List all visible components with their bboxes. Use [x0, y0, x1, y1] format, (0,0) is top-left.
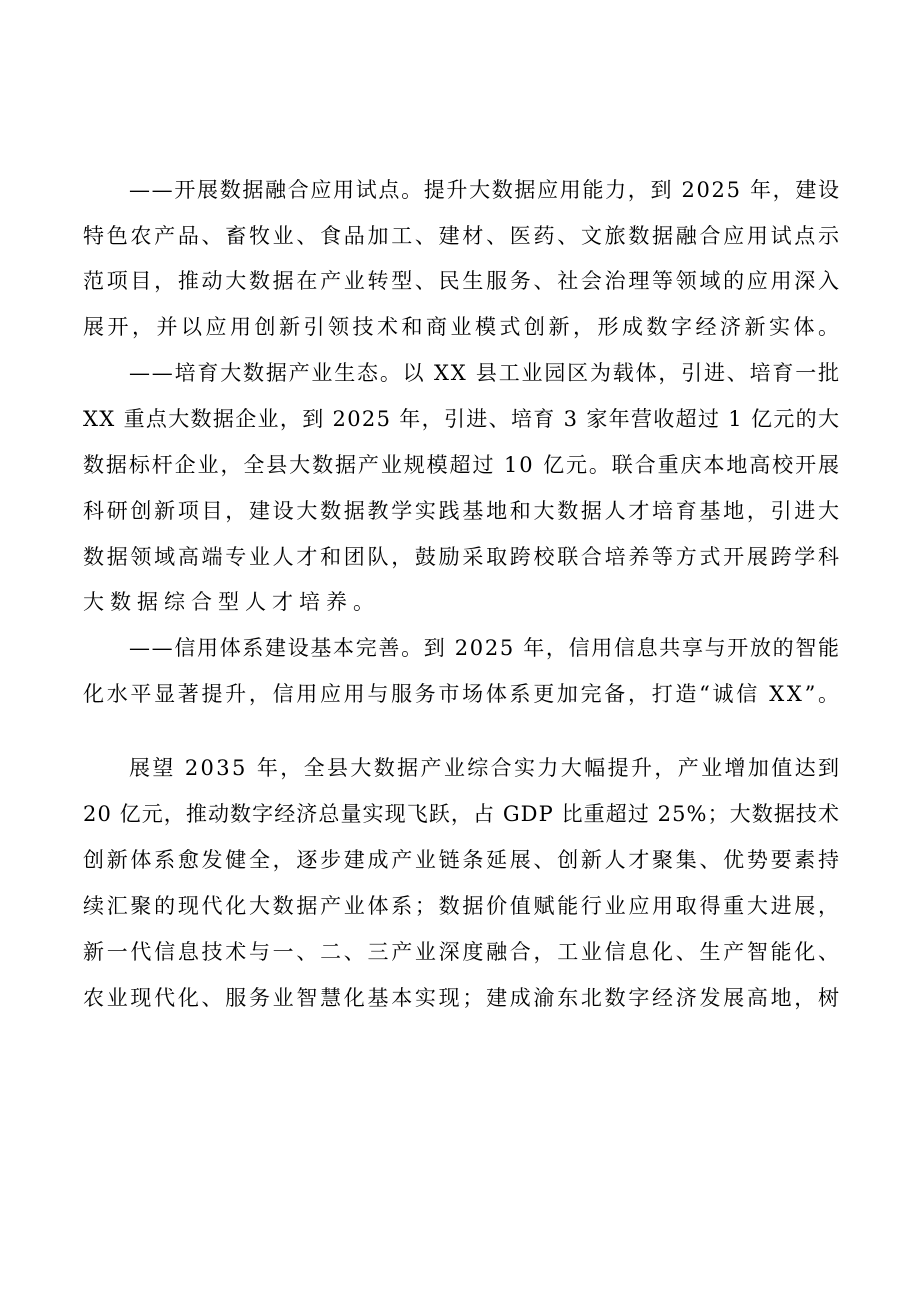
- text-line: 范项目，推动大数据在产业转型、民生服务、社会治理等领域的应用深入: [83, 269, 842, 293]
- text-line: 续汇聚的现代化大数据产业体系；数据价值赋能行业应用取得重大进展，: [83, 894, 842, 918]
- text-line: ——培育大数据产业生态。以 XX 县工业园区为载体，引进、培育一批: [129, 361, 841, 385]
- text-line: XX 重点大数据企业，到 2025 年，引进、培育 3 家年营收超过 1 亿元的大: [83, 407, 841, 431]
- text-line: 展开，并以应用创新引领技术和商业模式创新，形成数字经济新实体。: [83, 315, 843, 339]
- text-line: 大数据综合型人才培养。: [83, 590, 380, 614]
- text-line: 农业现代化、服务业智慧化基本实现；建成渝东北数字经济发展高地，树: [83, 986, 842, 1010]
- text-line: ——开展数据融合应用试点。提升大数据应用能力，到 2025 年，建设: [129, 178, 841, 202]
- text-line: 科研创新项目，建设大数据教学实践基地和大数据人才培育基地，引进大: [83, 499, 842, 523]
- text-line: 数据标杆企业，全县大数据产业规模超过 10 亿元。联合重庆本地高校开展: [83, 453, 841, 477]
- text-line: 特色农产品、畜牧业、食品加工、建材、医药、文旅数据融合应用试点示: [83, 224, 842, 248]
- text-line: 20 亿元，推动数字经济总量实现飞跃，占 GDP 比重超过 25%；大数据技术: [83, 802, 841, 826]
- text-line: 数据领域高端专业人才和团队，鼓励采取跨校联合培养等方式开展跨学科: [83, 545, 842, 569]
- text-line: 化水平显著提升，信用应用与服务市场体系更加完备，打造“诚信 XX”。: [83, 682, 842, 706]
- text-line: 展望 2035 年，全县大数据产业综合实力大幅提升，产业增加值达到: [129, 756, 842, 780]
- text-line: ——信用体系建设基本完善。到 2025 年，信用信息共享与开放的智能: [129, 636, 841, 660]
- text-line: 新一代信息技术与一、二、三产业深度融合，工业信息化、生产智能化、: [83, 940, 842, 964]
- text-line: 创新体系愈发健全，逐步建成产业链条延展、创新人才聚集、优势要素持: [83, 848, 842, 872]
